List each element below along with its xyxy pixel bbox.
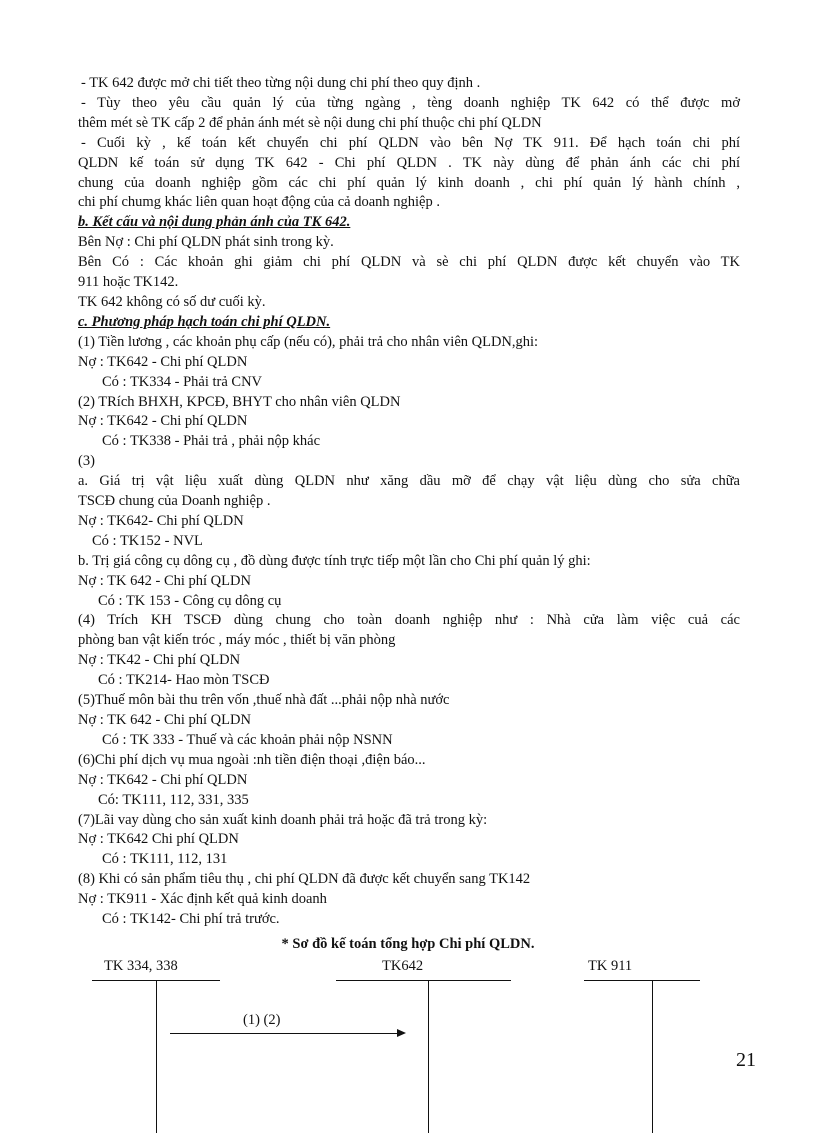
text-line: (1) Tiền lương , các khoản phụ cấp (nếu có), phải trả cho nhân viên QLDN,ghi: [78,333,539,350]
text-line: (6)Chi phí dịch vụ mua ngoài :nh tiền điện thoại ,điện báo... [78,751,426,768]
text-line: Nợ : TK642 - Chi phí QLDN [78,771,248,788]
text-line: Nợ : TK 642 - Chi phí QLDN [78,712,251,728]
text-line: Nợ : TK 642 - Chi phí QLDN [78,572,251,589]
t-account-top-right [584,980,700,981]
text-line: (3) [78,453,95,470]
t-account-stem-left [156,981,157,1133]
text-line: Nợ : TK642 Chi phí QLDN [78,831,239,848]
text-line: chung của doanh nghiệp gồm các chi phí quản lý kinh doanh , chi phí quản lý hành chính , [78,174,740,191]
text-line: Có : TK142- Chi phí trả trước. [102,911,280,928]
text-line: Nợ : TK642 - Chi phí QLDN [78,353,248,370]
t-account-stem-right [652,981,653,1133]
text-line: phòng ban vật kiến tróc , máy móc , thiết bị văn phòng [78,632,396,649]
t-account-stem-mid [428,981,429,1133]
text-line: Nợ : TK642- Chi phí QLDN [78,512,244,529]
account-label-mid: TK642 [382,958,424,974]
text-line: (8) Khi có sản phẩm tiêu thụ , chi phí QLDN đã được kết chuyển sang TK142 [78,871,531,888]
diagram-title: * Sơ đồ kế toán tổng hợp Chi phí QLDN. [281,936,535,952]
text-line: Có: TK111, 112, 331, 335 [98,791,249,808]
text-line: - TK 642 được mở chi tiết theo từng nội dung chi phí theo quy định . [81,75,481,91]
text-line: Có : TK 153 - Công cụ dông cụ [98,592,282,609]
text-line: - Cuối kỳ , kế toán kết chuyển chi phí QLDN vào bên Nợ TK 911. Để hạch toán chi phí [81,134,740,151]
text-line: Bên Có : Các khoản ghi giảm chi phí QLDN và sè chi phí QLDN được kết chuyển vào TK [78,254,740,271]
text-line: Có : TK214- Hao mòn TSCĐ [98,672,270,689]
text-line: (4) Trích KH TSCĐ dùng chung cho toàn doanh nghiệp như : Nhà cửa làm việc cuả các [78,612,740,629]
text-line: Có : TK152 - NVL [92,532,203,549]
text-line: QLDN kế toán sử dụng TK 642 - Chi phí QLDN . TK này dùng để phản ánh các chi phí [78,154,740,171]
text-line: b. Trị giá công cụ dông cụ , đồ dùng được tính trực tiếp một lần cho Chi phí quản lý ghi: [78,552,591,569]
text-line: Bên Nợ : Chi phí QLDN phát sinh trong kỳ. [78,234,334,251]
text-line: thêm mét sè TK cấp 2 để phản ánh mét sè nội dung chi phí thuộc chi phí QLDN [78,114,542,131]
account-label-left: TK 334, 338 [104,958,178,974]
accounting-diagram [0,930,816,1123]
arrow-head-icon [397,1029,406,1037]
text-line: Nợ : TK911 - Xác định kết quả kinh doanh [78,891,327,908]
text-line: TK 642 không có số dư cuối kỳ. [78,293,266,310]
document-body [78,74,740,930]
page-number: 21 [736,1049,756,1071]
section-heading: b. Kết cấu và nội dung phản ánh của TK 642. [78,214,351,231]
t-account-top-mid [336,980,511,981]
text-line: a. Giá trị vật liệu xuất dùng QLDN như xăng dầu mỡ để chạy vật liệu dùng cho sửa chữa [78,473,740,490]
text-line: Có : TK338 - Phải trả , phải nộp khác [102,433,321,450]
text-line: (5)Thuế môn bài thu trên vốn ,thuế nhà đất ...phải nộp nhà nước [78,692,450,709]
text-line: (2) TRích BHXH, KPCĐ, BHYT cho nhân viên QLDN [78,393,401,410]
text-line: chi phí chumg khác liên quan hoạt động của cả doanh nghiệp . [78,194,440,211]
text-line: Có : TK111, 112, 131 [102,851,228,868]
text-line: Nợ : TK42 - Chi phí QLDN [78,652,241,669]
text-line: 911 hoặc TK142. [78,274,179,291]
arrow-label: (1) (2) [243,1012,281,1028]
text-line: (7)Lãi vay dùng cho sản xuất kinh doanh phải trả hoặc đã trả trong kỳ: [78,811,488,828]
section-heading: c. Phương pháp hạch toán chi phí QLDN. [78,313,331,330]
text-line: - Tùy theo yêu cầu quản lý của từng ngàng , tèng doanh nghiệp TK 642 có thể được mở [81,94,740,111]
transfer-arrow-line [170,1033,398,1034]
text-line: Nợ : TK642 - Chi phí QLDN [78,413,248,430]
text-line: Có : TK334 - Phải trả CNV [102,373,263,390]
text-line: Có : TK 333 - Thuế và các khoản phải nộp NSNN [102,731,393,748]
account-label-right: TK 911 [588,958,633,974]
text-line: TSCĐ chung của Doanh nghiệp . [78,493,271,510]
